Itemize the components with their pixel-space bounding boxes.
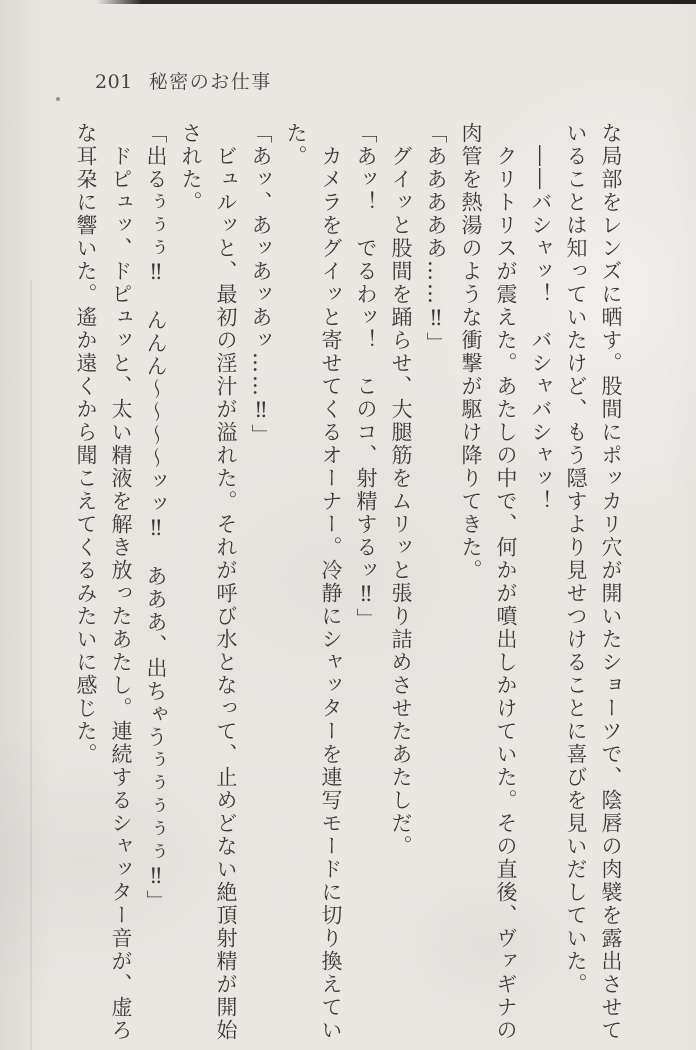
text-paragraph: 「あああああ……‼」 (424, 122, 448, 355)
page-number: 201 (95, 71, 133, 93)
text-paragraph: 「出るぅぅぅ‼ んんん〜〜〜〜ッッ‼ あああ、出ちゃうぅぅぅぅぅ‼」 (144, 122, 168, 913)
text-paragraph: ドピュッ、ドピュッと、太い精液を解き放ったあたし。連続するシャッター音が、虚ろな耳朶に響いた。遙か遠くから聞こえてくるみたいに感じた。 (74, 122, 133, 1042)
ink-speck (56, 97, 60, 101)
text-paragraph: カメラをグイッと寄せてくるオーナー。冷静にシャッターを連写モードに切り換えていた。 (284, 122, 343, 1042)
text-paragraph: 「あッ！ でるわッ！ このコ、射精するッ‼」 (354, 122, 378, 631)
text-paragraph: クリトリスが震えた。あたしの中で、何かが噴出しかけていた。その直後、ヴァギナの肉管を熱湯のような衝撃が駆け降りてきた。 (459, 122, 518, 1042)
page-crease-line (30, 280, 32, 1050)
vertical-text-block (68, 122, 628, 1044)
scan-edge-top (96, 0, 696, 4)
text-paragraph: ――バシャッ！ バシャバシャッ！ (529, 145, 553, 513)
text-paragraph: 「あッ、あッあッあッ……‼」 (249, 122, 273, 447)
text-paragraph: ビュルッと、最初の淫汁が溢れた。それが呼び水となって、止めどない絶頂射精が開始された。 (179, 122, 238, 1042)
running-header (95, 67, 272, 94)
text-paragraph: グイッと股間を踊らせ、大腿筋をムリッと張り詰めさせたあたしだ。 (389, 145, 413, 858)
text-paragraph: な局部をレンズに晒す。股間にポッカリ穴が開いたショーツで、陰唇の肉襞を露出させていることは知っていたけど、もう隠すより見せつけることに喜びを見いだしていた。 (564, 122, 623, 1042)
running-title: 秘密のお仕事 (148, 71, 272, 93)
